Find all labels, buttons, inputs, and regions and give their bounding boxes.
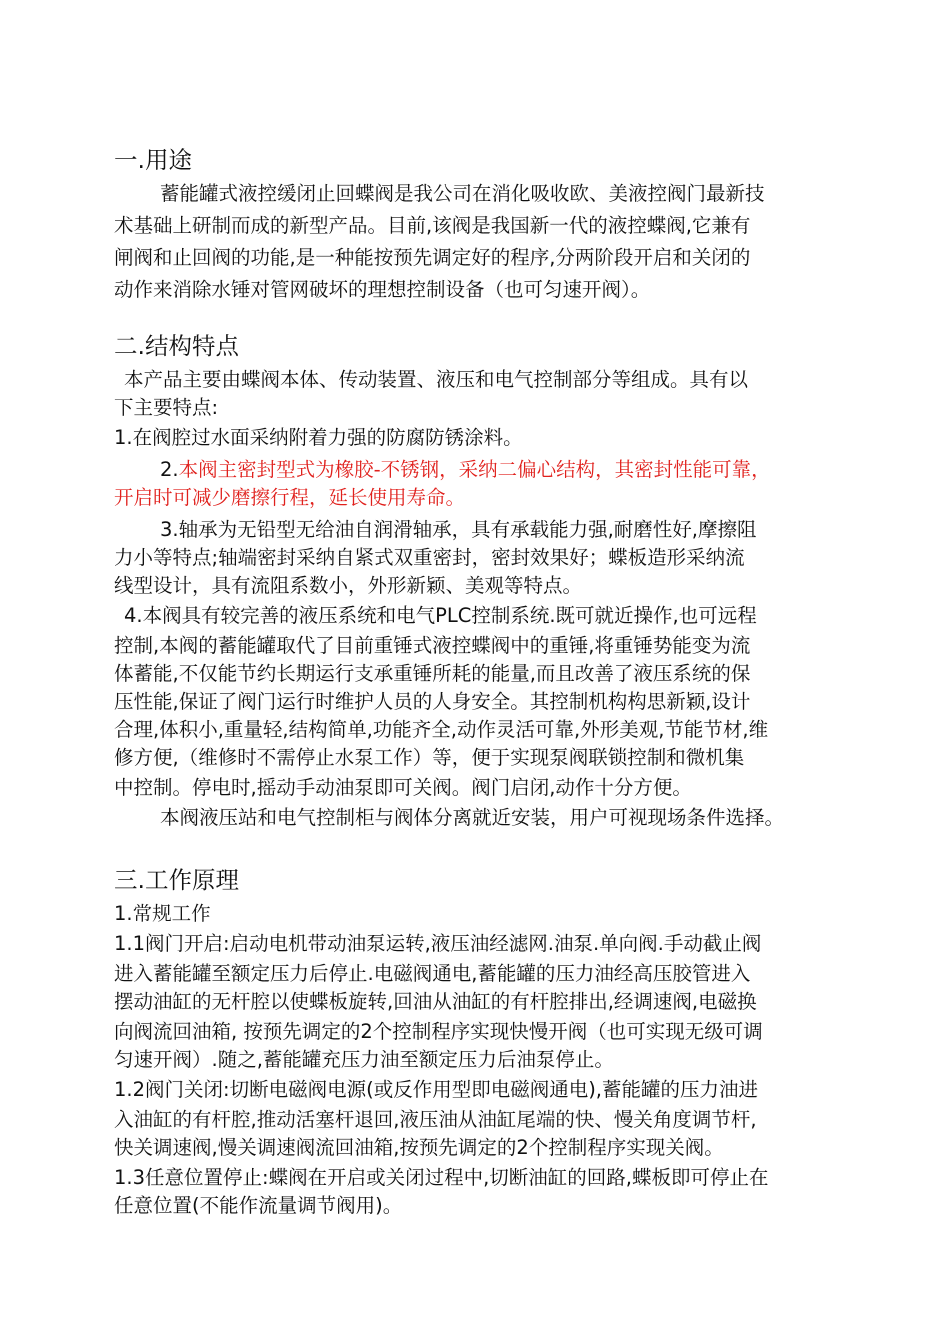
section-heading-principle: 三.工作原理	[114, 866, 239, 894]
subsection-heading: 1.常规工作	[114, 902, 211, 925]
paragraph-line: 闸阀和止回阀的功能,是一种能按预先调定好的程序,分两阶段开启和关闭的	[114, 246, 751, 269]
paragraph-line: 任意位置(不能作流量调节阀用)。	[114, 1194, 403, 1217]
paragraph-line: 1.3任意位置停止:蝶阀在开启或关闭过程中,切断油缸的回路,蝶板即可停止在	[114, 1166, 769, 1189]
section-heading-structure: 二.结构特点	[114, 332, 239, 360]
paragraph-line: 体蓄能,不仅能节约长期运行支承重锤所耗的能量,而且改善了液压系统的保	[114, 662, 751, 685]
feature-item-4: 4.本阀具有较完善的液压系统和电气PLC控制系统.既可就近操作,也可远程	[124, 604, 757, 627]
paragraph-line: 合理,体积小,重量轻,结构简单,功能齐全,动作灵活可靠,外形美观,节能节材,维	[114, 718, 769, 741]
paragraph-line: 压性能,保证了阀门运行时维护人员的人身安全。其控制机构构思新颖,设计	[114, 690, 751, 713]
feature-item-3: 3.轴承为无铅型无给油自润滑轴承，具有承载能力强,耐磨性好,摩擦阻	[160, 518, 757, 541]
paragraph-line: 入油缸的有杆腔,推动活塞杆退回,液压油从油缸尾端的快、慢关角度调节杆,	[114, 1108, 757, 1131]
paragraph-line: 摆动油缸的无杆腔以使蝶板旋转,回油从油缸的有杆腔排出,经调速阀,电磁换	[114, 990, 757, 1013]
paragraph-line: 动作来消除水锤对管网破坏的理想控制设备（也可匀速开阀）。	[114, 278, 651, 301]
paragraph-line: 中控制。停电时,摇动手动油泵即可关阀。阀门启闭,动作十分方便。	[114, 776, 692, 799]
paragraph-line: 1.2阀门关闭:切断电磁阀电源(或反作用型即电磁阀通电),蓄能罐的压力油进	[114, 1078, 758, 1101]
paragraph-line: 进入蓄能罐至额定压力后停止.电磁阀通电,蓄能罐的压力油经高压胶管进入	[114, 962, 751, 985]
paragraph-line: 蓄能罐式液控缓闭止回蝶阀是我公司在消化吸收欧、美液控阀门最新技	[160, 182, 765, 205]
feature-item-2-highlight-cont: 开启时可减少磨擦行程，延长使用寿命。	[114, 486, 466, 509]
paragraph-line: 力小等特点;轴端密封采纳自紧式双重密封，密封效果好；蝶板造形采纳流	[114, 546, 745, 569]
paragraph-line: 快关调速阀,慢关调速阀流回油箱,按预先调定的2个控制程序实现关阀。	[114, 1136, 724, 1159]
paragraph-line: 向阀流回油箱, 按预先调定的2个控制程序实现快慢开阀（也可实现无级可调	[114, 1020, 763, 1043]
paragraph-line: 修方便,（维修时不需停止水泵工作）等，便于实现泵阀联锁控制和微机集	[114, 746, 745, 769]
section-heading-usage: 一.用途	[114, 146, 192, 174]
feature-item-2-number: 2.	[160, 458, 179, 481]
paragraph-line: 本产品主要由蝶阀本体、传动装置、液压和电气控制部分等组成。具有以	[124, 368, 749, 391]
paragraph-line: 术基础上研制而成的新型产品。目前,该阀是我国新一代的液控蝶阀,它兼有	[114, 214, 751, 237]
paragraph-line: 下主要特点:	[114, 396, 219, 419]
paragraph-line: 1.1阀门开启:启动电机带动油泵运转,液压油经滤网.油泵.单向阀.手动截止阀	[114, 932, 762, 955]
paragraph-line: 本阀液压站和电气控制柜与阀体分离就近安装，用户可视现场条件选择。	[160, 806, 785, 829]
paragraph-line: 匀速开阀）.随之,蓄能罐充压力油至额定压力后油泵停止。	[114, 1048, 614, 1071]
feature-item-1: 1.在阀腔过水面采纳附着力强的防腐防锈涂料。	[114, 426, 523, 449]
paragraph-line: 控制,本阀的蓄能罐取代了目前重锤式液控蝶阀中的重锤,将重锤势能变为流	[114, 634, 751, 657]
paragraph-line: 线型设计，具有流阻系数小，外形新颖、美观等特点。	[114, 574, 583, 597]
feature-item-2-highlight: 本阀主密封型式为橡胶-不锈钢，采纳二偏心结构，其密封性能可靠，	[178, 458, 771, 481]
